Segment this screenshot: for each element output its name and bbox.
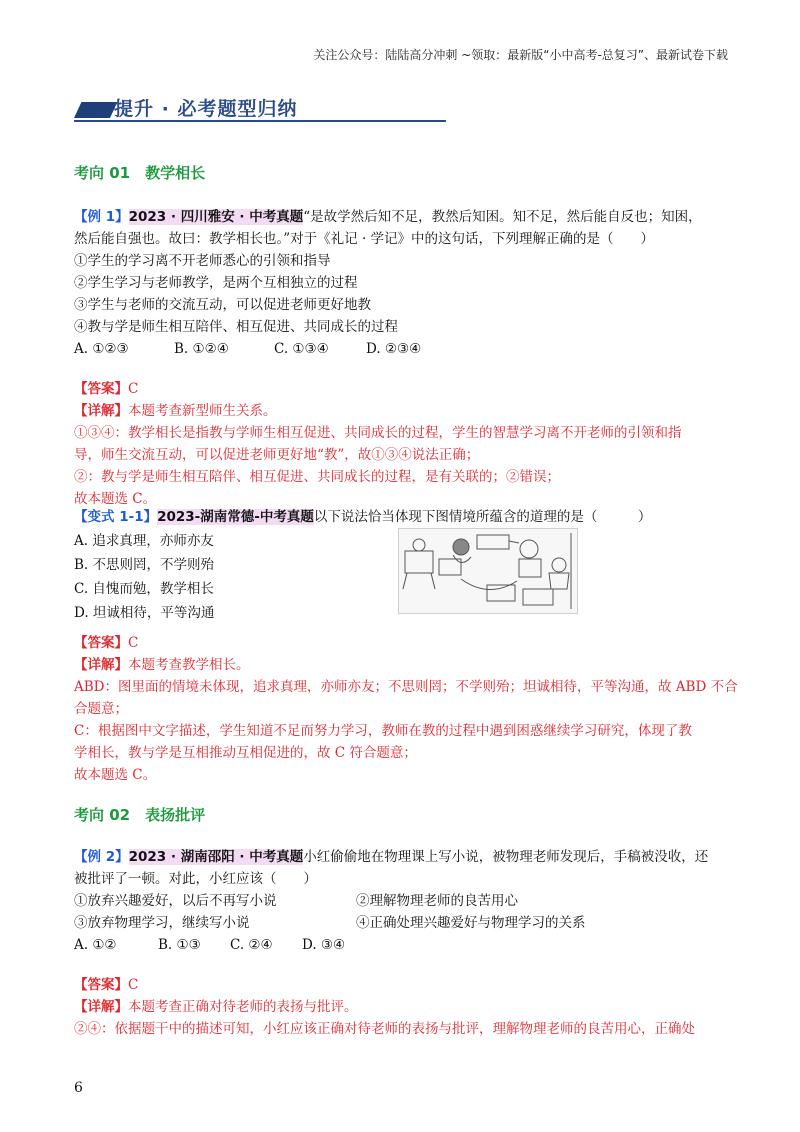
var1-option-d: D. 坦诚相待，平等沟通 bbox=[74, 605, 215, 621]
ex2-options bbox=[74, 934, 345, 956]
ex2-option-c: C. ②④ bbox=[230, 937, 273, 953]
var1-detail-2: 合题意； bbox=[74, 701, 128, 717]
ex1-detail-4: 故本题选 C。 bbox=[74, 491, 157, 507]
ex1-detail-tag: 【详解】 bbox=[74, 403, 128, 419]
ex2-option-a: A. ①② bbox=[74, 937, 117, 953]
header-note: 关注公众号：陆陆高分冲刺 ~领取：最新版“小中高考-总复习”、最新试卷下载 bbox=[313, 48, 728, 62]
ex1-option-d: D. ②③④ bbox=[366, 341, 422, 357]
ex2-answer-tag: 【答案】 bbox=[74, 977, 128, 993]
ex1-stem-line1 bbox=[74, 206, 702, 228]
ex2-option-b: B. ①③ bbox=[158, 937, 201, 953]
ex2-detail-tag: 【详解】 bbox=[74, 999, 128, 1015]
ex2-stem-line2: 被批评了一顿。对此，小红应该（ ） bbox=[74, 871, 317, 887]
ex2-item-3: ③放弃物理学习，继续写小说 bbox=[74, 915, 250, 931]
ex1-options bbox=[74, 338, 421, 360]
section-banner bbox=[74, 92, 446, 126]
var1-detail-tag: 【详解】 bbox=[74, 657, 128, 673]
ex1-stem-line2: 然后能自强也。故曰：教学相长也。”对于《礼记 · 学记》中的这句话，下列理解正确的是（ ） bbox=[74, 231, 655, 247]
ex1-answer-value: C bbox=[128, 381, 139, 397]
section-title-1: 考向 01 教学相长 bbox=[74, 164, 206, 182]
ex2-source: 2023 · 湖南邵阳 · 中考真题 bbox=[128, 849, 304, 865]
ex1-item-2: ②学生学习与老师教学，是两个互相独立的过程 bbox=[74, 275, 358, 291]
var1-source: 2023-湖南常德-中考真题 bbox=[157, 509, 314, 525]
var1-detail-1: ABD：图里面的情境未体现，追求真理，亦师亦友；不思则罔；不学则殆；坦诚相待，平等沟通，故 ABD 不合 bbox=[74, 679, 738, 695]
ex1-detail-2: 导，师生交流互动，可以促进老师更好地“教”，故①③④说法正确； bbox=[74, 447, 480, 463]
var1-answer-value: C bbox=[128, 635, 139, 651]
var1-answer-tag: 【答案】 bbox=[74, 635, 128, 651]
ex2-option-d: D. ③④ bbox=[302, 937, 346, 953]
ex2-detail-1: ②④：依据题干中的描述可知，小红应该正确对待老师的表扬与批评，理解物理老师的良苦用心，正确处 bbox=[74, 1021, 695, 1037]
var1-stem bbox=[74, 506, 651, 528]
ex1-stem-text1: “是故学然后知不足，教然后知困。知不足，然后能自反也；知困， bbox=[303, 209, 702, 225]
banner-title: 提升 · 必考题型归纳 bbox=[114, 98, 298, 120]
var1-option-a: A. 追求真理，亦师亦友 bbox=[74, 533, 214, 549]
var1-tag: 【变式 1-1】 bbox=[74, 509, 158, 525]
ex1-answer bbox=[74, 378, 138, 400]
ex2-item-1: ①放弃兴趣爱好，以后不再写小说 bbox=[74, 893, 277, 909]
var1-detail-head bbox=[74, 654, 250, 676]
ex2-detail-head bbox=[74, 996, 358, 1018]
var1-detail-lead: 本题考查教学相长。 bbox=[128, 657, 250, 673]
ex2-item-2: ②理解物理老师的良苦用心 bbox=[356, 893, 518, 909]
scenario-illustration bbox=[398, 528, 578, 614]
var1-answer bbox=[74, 632, 138, 654]
ex1-option-a: A. ①②③ bbox=[74, 341, 129, 357]
ex1-option-b: B. ①②④ bbox=[174, 341, 229, 357]
ex1-detail-lead: 本题考查新型师生关系。 bbox=[128, 403, 277, 419]
ex1-detail-head bbox=[74, 400, 277, 422]
ex1-detail-1: ①③④：教学相长是指教与学师生相互促进、共同成长的过程，学生的智慧学习离不开老师的引领和指 bbox=[74, 425, 682, 441]
ex1-item-4: ④教与学是师生相互陪伴、相互促进、共同成长的过程 bbox=[74, 319, 398, 335]
ex1-detail-3: ②：教与学是师生相互陪伴、相互促进、共同成长的过程，是有关联的；②错误； bbox=[74, 469, 560, 485]
var1-option-b: B. 不思则罔，不学则殆 bbox=[74, 557, 215, 573]
ex2-detail-lead: 本题考查正确对待老师的表扬与批评。 bbox=[128, 999, 358, 1015]
banner-bar bbox=[74, 102, 117, 118]
section-title-2: 考向 02 表扬批评 bbox=[74, 806, 206, 824]
var1-detail-3: C：根据图中文字描述，学生知道不足而努力学习，教师在教的过程中遇到困惑继续学习研究，体现了教 bbox=[74, 723, 692, 739]
ex2-items-row1 bbox=[74, 890, 518, 912]
ex1-option-c: C. ①③④ bbox=[274, 341, 329, 357]
ex2-item-4: ④正确处理兴趣爱好与物理学习的关系 bbox=[356, 915, 586, 931]
illustration-drawing bbox=[399, 529, 577, 613]
var1-option-c: C. 自愧而勉，教学相长 bbox=[74, 581, 214, 597]
ex1-item-3: ③学生与老师的交流互动，可以促进老师更好地教 bbox=[74, 297, 371, 313]
page-number: 6 bbox=[74, 1080, 83, 1096]
ex1-source: 2023 · 四川雅安 · 中考真题 bbox=[128, 209, 304, 225]
ex1-answer-tag: 【答案】 bbox=[74, 381, 128, 397]
ex1-item-1: ①学生的学习离不开老师悉心的引领和指导 bbox=[74, 253, 331, 269]
ex2-stem-line1 bbox=[74, 846, 708, 868]
var1-detail-5: 故本题选 C。 bbox=[74, 767, 157, 783]
ex1-tag: 【例 1】 bbox=[74, 209, 129, 225]
ex2-items-row2 bbox=[74, 912, 586, 934]
ex2-answer-value: C bbox=[128, 977, 139, 993]
banner-underline bbox=[74, 120, 446, 122]
ex2-answer bbox=[74, 974, 138, 996]
var1-detail-4: 学相长，教与学是互相推动互相促进的，故 C 符合题意； bbox=[74, 745, 417, 761]
ex2-stem-text1: 小红偷偷地在物理课上写小说，被物理老师发现后，手稿被没收，还 bbox=[303, 849, 709, 865]
var1-stem-text: 以下说法恰当体现下图情境所蕴含的道理的是（ ） bbox=[313, 509, 652, 525]
ex2-tag: 【例 2】 bbox=[74, 849, 129, 865]
